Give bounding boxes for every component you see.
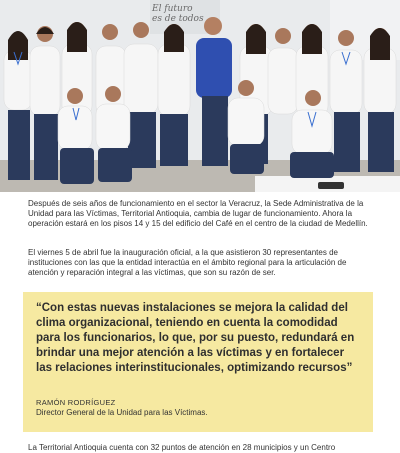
article-paragraph-1: Después de seis años de funcionamiento en el sector la Veracruz, la Sede Administrativa de la Unidad para las Víctimas, Territorial Antioquia, cambia de lugar de funcionamiento. Ahora la operación estará en los pisos 14 y 15 del edificio del Café en el centro de la ciudad de Medellín. bbox=[28, 199, 368, 228]
article-paragraph-2: El viernes 5 de abril fue la inauguración oficial, a la que asistieron 30 representantes de instituciones con las que la entidad interactúa en el ámbito regional para la articulación de atención y reparación integral a las víctimas, que son su razón de ser. bbox=[28, 248, 347, 277]
group-photo bbox=[0, 0, 400, 192]
group-photo-illustration bbox=[0, 0, 400, 192]
quote-author-role: Director General de la Unidad para las Víctimas. bbox=[36, 408, 208, 417]
pull-quote-box bbox=[23, 292, 373, 432]
wall-sign: El futuro es de todos bbox=[152, 4, 204, 24]
pull-quote-text: “Con estas nuevas instalaciones se mejora la calidad del clima organizacional, teniendo en cuenta la comodidad para los funcionarios, lo que, por su puesto, redundará en brindar una mejor atención a las víctimas y en fortalecer las relaciones interinstitucionales, optimizando recursos” bbox=[36, 302, 355, 374]
quote-author-name: RAMÓN RODRÍGUEZ bbox=[36, 398, 116, 407]
article-paragraph-3: La Territorial Antioquia cuenta con 32 puntos de atención en 28 municipios y un Centro bbox=[28, 443, 336, 452]
